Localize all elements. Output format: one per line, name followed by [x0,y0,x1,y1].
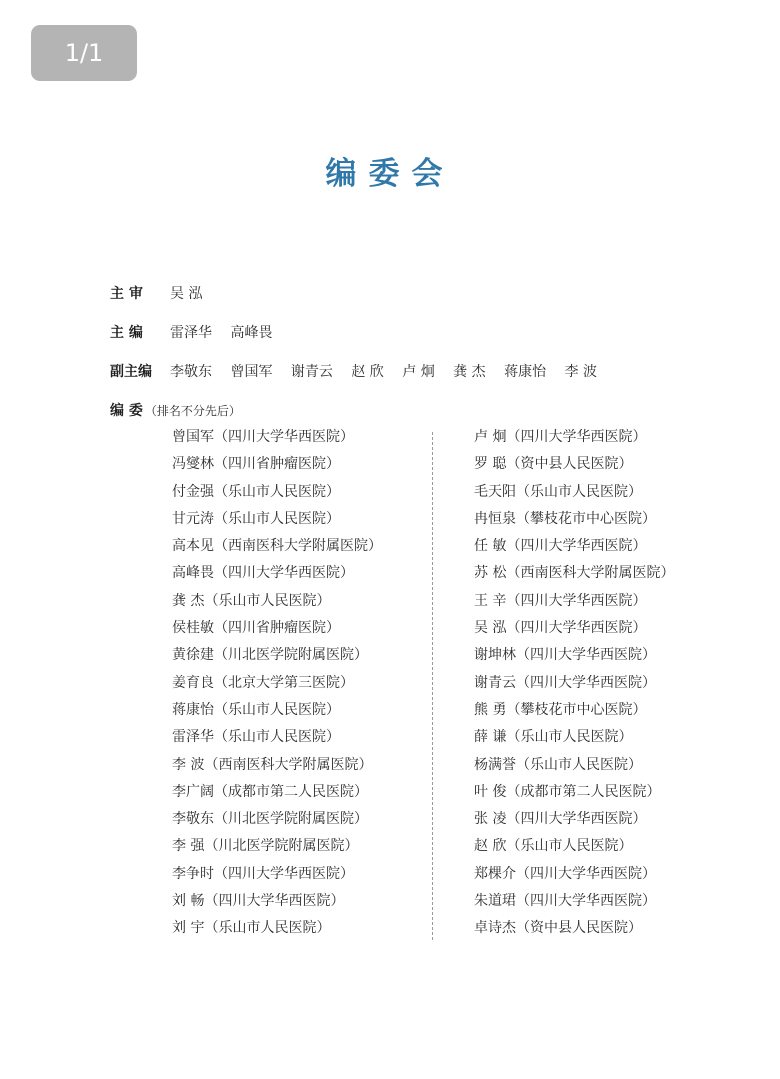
deputy-editors-names [170,361,611,381]
member-entry: 苏 松（西南医科大学附属医院） [474,565,675,582]
member-entry: 刘 畅（四川大学华西医院） [172,893,345,910]
members-note: （排名不分先后） [144,404,241,418]
page-title: 编委会 [325,156,455,192]
member-entry: 甘元涛（乐山市人民医院） [172,510,340,527]
chief-editor-name: 雷泽华 [170,325,212,341]
page-indicator-badge: 1/1 [31,25,137,81]
member-entry: 任 敏（四川大学华西医院） [474,538,647,555]
member-entry: 薛 谦（乐山市人民医院） [474,729,633,746]
member-entry: 黄徐建（川北医学院附属医院） [172,647,368,664]
member-entry: 雷泽华（乐山市人民医院） [172,729,340,746]
member-entry: 张 凌（四川大学华西医院） [474,811,647,828]
member-entry: 李争时（四川大学华西医院） [172,865,354,882]
chief-editor-row [110,322,286,342]
deputy-editor-name: 谢青云 [290,364,333,380]
deputy-editor-name: 李敬东 [170,364,212,380]
member-entry: 冉恒泉（攀枝花市中心医院） [474,510,656,527]
members-label: 编 委 [110,403,143,419]
member-entry: 谢青云（四川大学华西医院） [474,674,656,691]
member-entry: 卢 炯（四川大学华西医院） [474,429,647,445]
member-entry: 姜育良（北京大学第三医院） [172,674,354,691]
members-right-column [474,424,674,943]
member-entry: 高峰畏（四川大学华西医院） [172,565,354,582]
member-entry: 李 波（西南医科大学附属医院） [172,756,373,773]
member-entry: 王 辛（四川大学华西医院） [474,592,647,609]
member-entry: 吴 泓（四川大学华西医院） [474,620,647,637]
chief-reviewer-row [110,283,216,303]
member-entry: 李广阔（成都市第二人民医院） [172,783,368,800]
member-entry: 郑棵介（四川大学华西医院） [474,865,656,882]
member-entry: 叶 俊（成都市第二人民医院） [474,783,661,800]
member-entry: 冯燮林（四川省肿瘤医院） [172,456,340,473]
member-entry: 高本见（西南医科大学附属医院） [172,538,382,555]
members-left-column [172,424,382,943]
member-entry: 杨满誉（乐山市人民医院） [474,756,642,773]
member-entry: 卓诗杰（资中县人民医院） [474,920,642,937]
chief-editor-label: 主 编 [110,325,143,341]
deputy-editor-name: 卢 炯 [402,364,435,380]
member-entry: 赵 欣（乐山市人民医院） [474,838,633,855]
deputy-editor-name: 李 波 [564,364,597,380]
deputy-editors-label: 副主编 [110,364,152,380]
member-entry: 李 强（川北医学院附属医院） [172,838,359,855]
members-heading-row [110,400,241,420]
deputy-editor-name: 赵 欣 [351,364,384,380]
member-entry: 朱道珺（四川大学华西医院） [474,893,656,910]
member-entry: 罗 聪（资中县人民医院） [474,456,633,473]
chief-editor-name: 高峰畏 [230,325,273,341]
deputy-editor-name: 曾国军 [230,364,273,380]
deputy-editors-row [110,361,611,381]
chief-editor-names [170,322,286,342]
chief-reviewer-name: 吴 泓 [170,286,203,302]
member-entry: 刘 宇（乐山市人民医院） [172,920,331,937]
member-entry: 熊 勇（攀枝花市中心医院） [474,701,647,718]
member-entry: 曾国军（四川大学华西医院） [172,429,354,445]
chief-reviewer-label: 主 审 [110,286,143,302]
deputy-editor-name: 龚 杰 [453,364,486,380]
member-entry: 龚 杰（乐山市人民医院） [172,592,331,609]
member-entry: 谢坤林（四川大学华西医院） [474,647,656,664]
chief-reviewer-names [170,283,216,303]
member-entry: 付金强（乐山市人民医院） [172,483,340,500]
member-entry: 蒋康怡（乐山市人民医院） [172,701,340,718]
deputy-editor-name: 蒋康怡 [504,364,547,380]
member-entry: 李敬东（川北医学院附属医院） [172,811,368,828]
member-entry: 侯桂敏（四川省肿瘤医院） [172,620,340,637]
member-entry: 毛天阳（乐山市人民医院） [474,483,642,500]
column-divider [432,432,433,940]
